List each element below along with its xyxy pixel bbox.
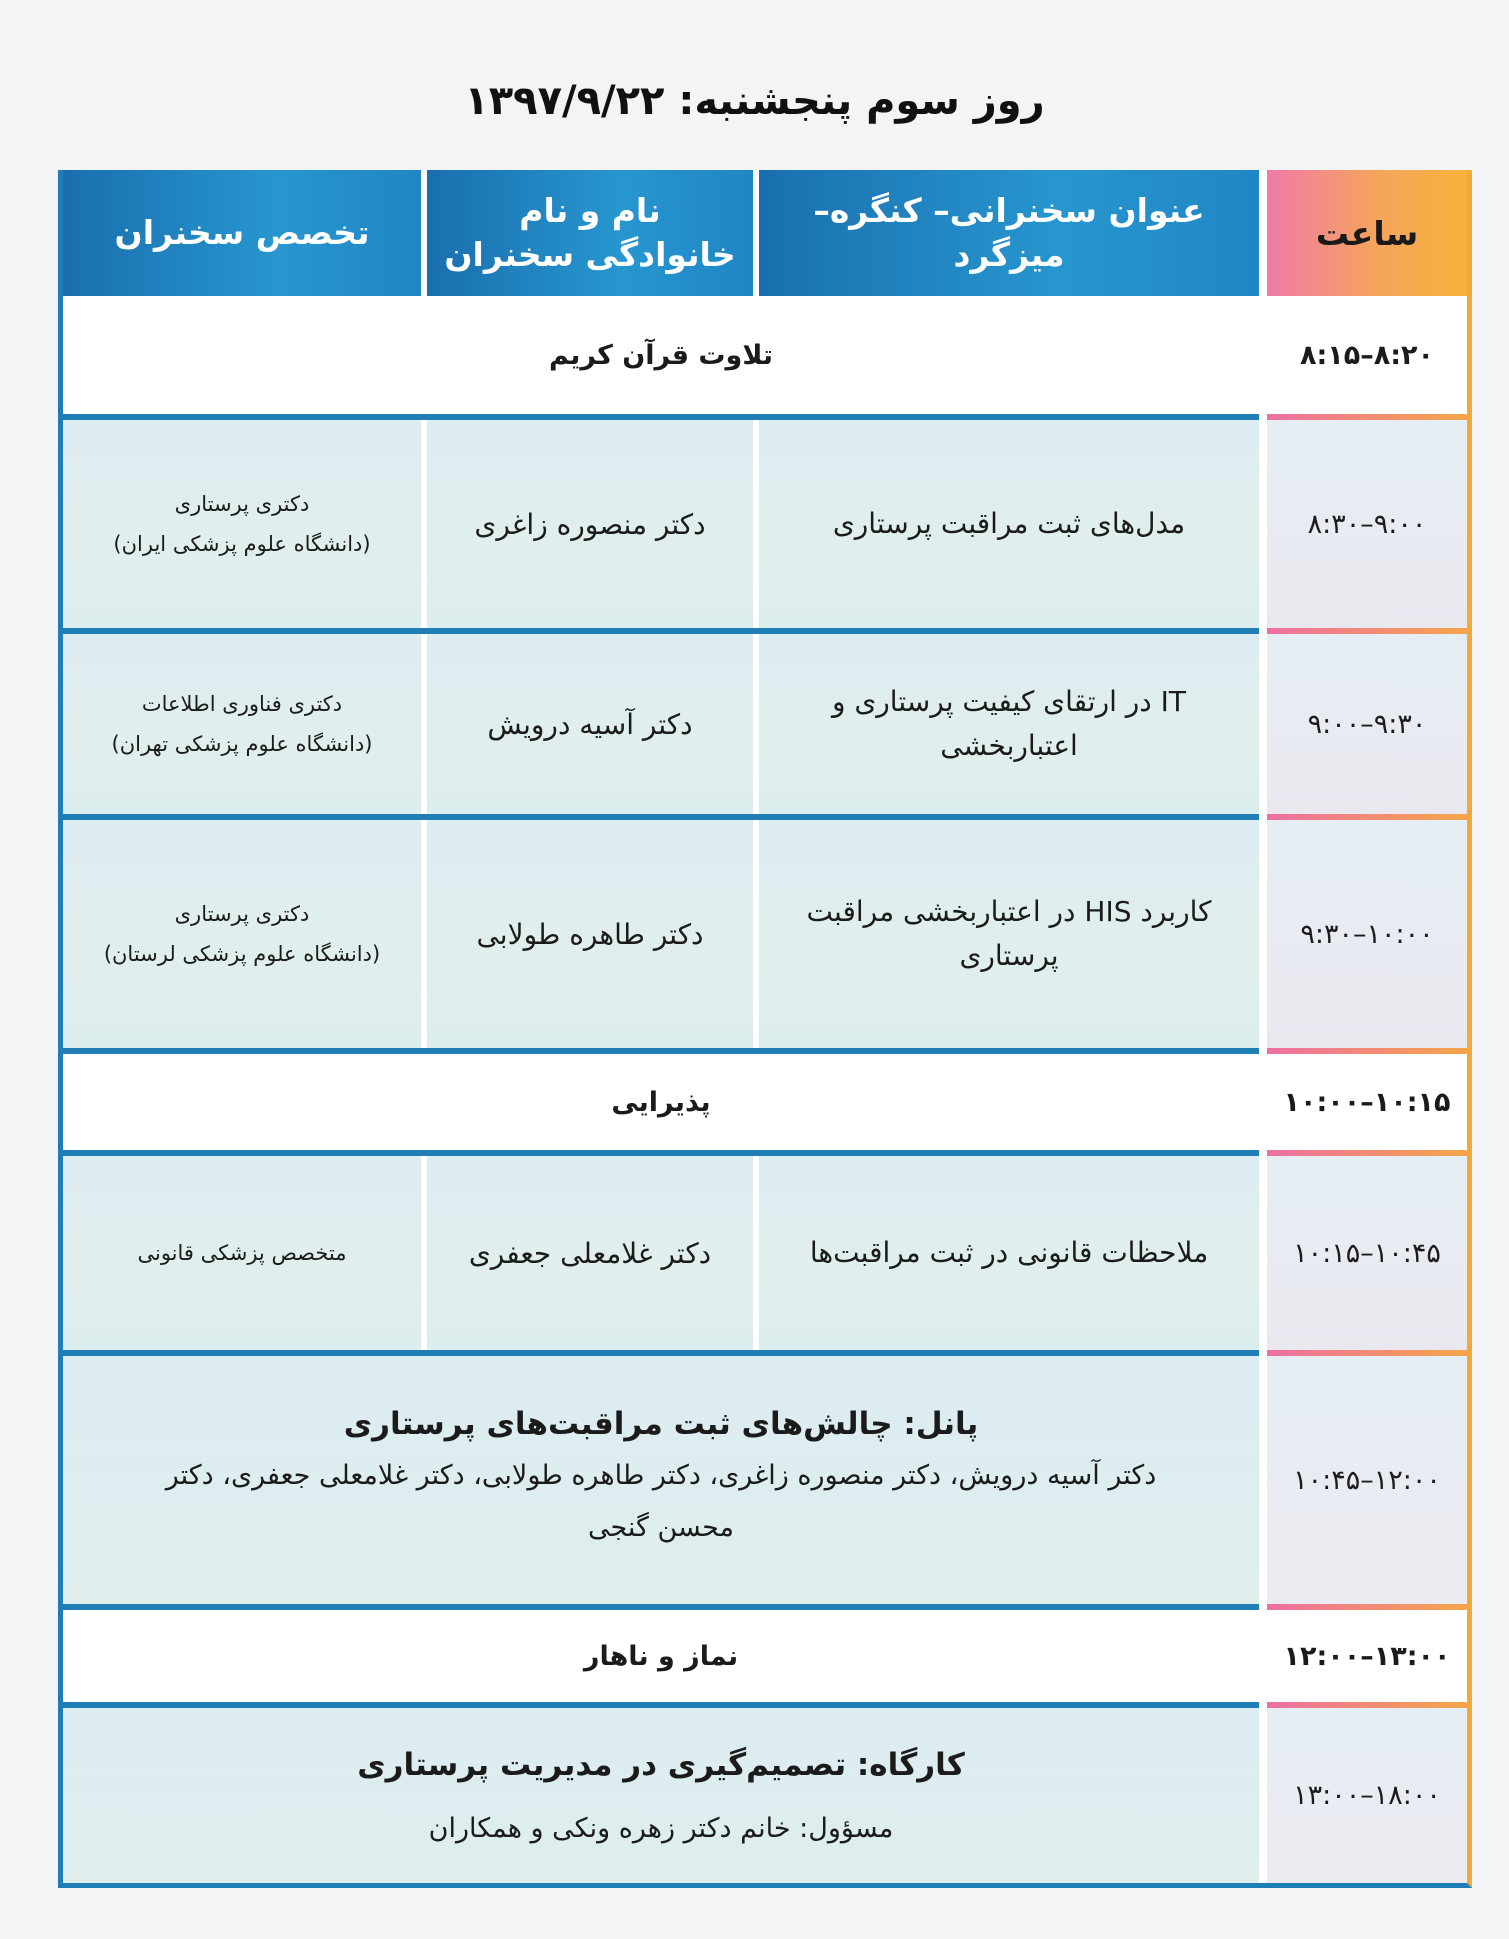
time-cell: ۱۰:۰۰–۱۰:۱۵ [1267, 1054, 1467, 1150]
table-row [63, 296, 1467, 414]
header-speaker-specialty: تخصص سخنران [63, 170, 421, 296]
topic-cell: کاربرد HIS در اعتباربخشی مراقبت پرستاری [759, 820, 1259, 1048]
time-cell: ۸:۱۵–۸:۲۰ [1267, 296, 1467, 414]
workshop-cell [63, 1708, 1259, 1883]
time-cell: ۹:۰۰–۹:۳۰ [1267, 634, 1467, 814]
topic-cell: IT در ارتقای کیفیت پرستاری و اعتباربخشی [759, 634, 1259, 814]
table-row [63, 1054, 1467, 1150]
session-label: تلاوت قرآن کریم [549, 339, 773, 371]
time-cell: ۱۰:۱۵–۱۰:۴۵ [1267, 1156, 1467, 1350]
table-row [63, 1610, 1467, 1702]
speaker-name-cell: دکتر غلامعلی جعفری [427, 1156, 753, 1350]
header-speaker-name: نام و نام خانوادگی سخنران [427, 170, 753, 296]
time-cell: ۱۰:۴۵–۱۲:۰۰ [1267, 1356, 1467, 1604]
time-cell: ۱۲:۰۰–۱۳:۰۰ [1267, 1610, 1467, 1702]
panel-title: پانل: چالش‌های ثبت مراقبت‌های پرستاری [343, 1406, 979, 1442]
topic-cell: ملاحظات قانونی در ثبت مراقبت‌ها [759, 1156, 1259, 1350]
table-row [63, 1356, 1467, 1604]
workshop-organizer: مسؤول: خانم دکتر زهره ونکی و همکاران [428, 1813, 894, 1844]
affiliation-text: (دانشگاه علوم پزشکی لرستان) [103, 942, 381, 966]
time-cell: ۱۳:۰۰–۱۸:۰۰ [1267, 1708, 1467, 1883]
specialty-text: دکتری پرستاری [174, 902, 310, 926]
panel-members: دکتر آسیه درویش، دکتر منصوره زاغری، دکتر طاهره طولابی، دکتر غلامعلی جعفری، دکتر محسن گنجی [165, 1460, 1157, 1543]
time-cell: ۸:۳۰–۹:۰۰ [1267, 420, 1467, 628]
speaker-specialty-cell [63, 820, 421, 1048]
specialty-text: دکتری فناوری اطلاعات [141, 692, 343, 716]
speaker-name-cell: دکتر منصوره زاغری [427, 420, 753, 628]
session-label: پذیرایی [611, 1086, 711, 1118]
speaker-specialty-cell [63, 634, 421, 814]
panel-cell [63, 1356, 1259, 1604]
table-row [63, 1708, 1467, 1883]
header-topic: عنوان سخنرانی– کنگره– میزگرد [759, 170, 1259, 296]
specialty-text: دکتری پرستاری [174, 492, 310, 516]
affiliation-text: (دانشگاه علوم پزشکی تهران) [111, 732, 373, 756]
header-time: ساعت [1267, 170, 1467, 296]
table-header [63, 170, 1467, 296]
table-row [63, 420, 1467, 628]
speaker-specialty-cell: متخصص پزشکی قانونی [63, 1156, 421, 1350]
table-row [63, 634, 1467, 814]
workshop-title: کارگاه: تصمیم‌گیری در مدیریت پرستاری [357, 1747, 965, 1783]
speaker-name-cell: دکتر طاهره طولابی [427, 820, 753, 1048]
page-title: روز سوم پنجشنبه: ۱۳۹۷/۹/۲۲ [464, 78, 1045, 124]
speaker-specialty-cell [63, 420, 421, 628]
schedule-table [58, 170, 1472, 1888]
speaker-name-cell: دکتر آسیه درویش [427, 634, 753, 814]
session-label: نماز و ناهار [583, 1640, 739, 1672]
table-row [63, 1156, 1467, 1350]
time-cell: ۹:۳۰–۱۰:۰۰ [1267, 820, 1467, 1048]
topic-cell: مدل‌های ثبت مراقبت پرستاری [759, 420, 1259, 628]
affiliation-text: (دانشگاه علوم پزشکی ایران) [113, 532, 371, 556]
table-row [63, 820, 1467, 1048]
